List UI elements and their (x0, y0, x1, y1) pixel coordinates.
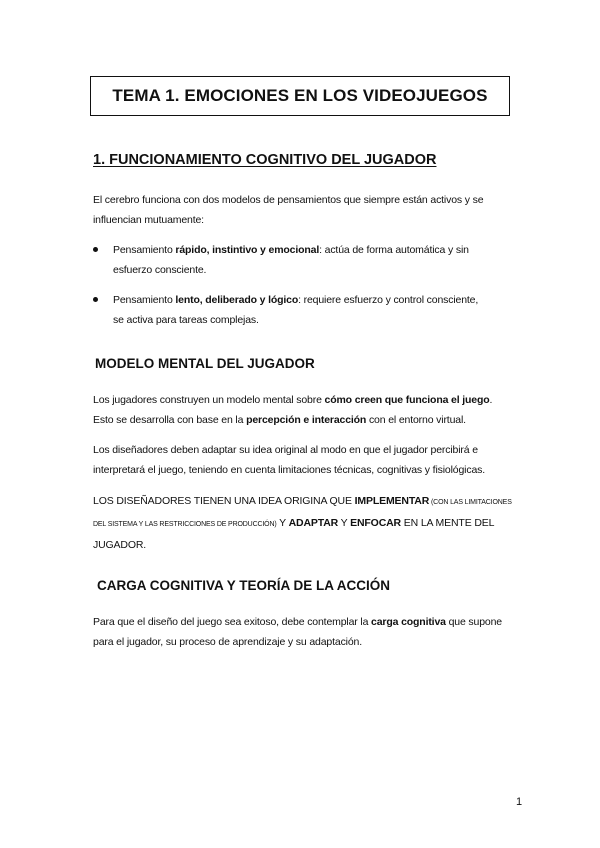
mm-p2-l2: interpretará el juego, teniendo en cuenta limitaciones técnicas, cognitivas y fisiológicas. (93, 464, 485, 476)
bullet1-line2: esfuerzo consciente. (113, 264, 207, 276)
bullet-fast-thinking (113, 240, 533, 280)
mental-model-paragraph-1 (93, 390, 533, 430)
cognitive-load-paragraph (93, 612, 533, 652)
mm-p3-l1-bold: IMPLEMENTAR (354, 495, 430, 507)
section-heading-mental-model: MODELO MENTAL DEL JUGADOR (95, 356, 315, 371)
mm-p3-l2-bold1: ADAPTAR (288, 517, 339, 529)
bullet1-prefix: Pensamiento (113, 244, 176, 256)
bullet-dot-icon (93, 247, 98, 252)
mm-p1-l2-suffix: con el entorno virtual. (366, 414, 466, 426)
mm-p1-l1-bold: cómo creen que funciona el juego (324, 394, 490, 406)
page-number: 1 (516, 796, 523, 808)
mm-p3-l2-mid2: Y (338, 517, 351, 529)
bullet2-rest: : requiere esfuerzo y control consciente, (298, 294, 479, 306)
intro-line-1: El cerebro funciona con dos modelos de pensamientos que siempre están activos y se (93, 194, 484, 206)
page-title: TEMA 1. EMOCIONES EN LOS VIDEOJUEGOS (90, 76, 510, 116)
mm-p1-l1-suffix: . (489, 394, 493, 406)
cl-p1-l1-prefix: Para que el diseño del juego sea exitoso, debe contemplar la (93, 616, 372, 628)
bullet1-rest: : actúa de forma automática y sin (319, 244, 469, 256)
bullet2-line2: se activa para tareas complejas. (113, 314, 259, 326)
mm-p3-l1-small: (CON LAS LIMITACIONES (429, 499, 512, 506)
bullet1-bold: rápido, instintivo y emocional (175, 244, 320, 256)
mm-p3-l2-mid1: Y (276, 517, 289, 529)
mm-p1-l2-bold: percepción e interacción (246, 414, 367, 426)
mm-p1-l1-prefix: Los jugadores construyen un modelo mental sobre (93, 394, 325, 406)
mm-p3-l2-small: DEL SISTEMA Y LAS RESTRICCIONES DE PRODUCCIÓN) (93, 521, 277, 528)
bullet-slow-thinking (113, 290, 533, 330)
mm-p3-l2-suffix: EN LA MENTE DEL (401, 517, 495, 529)
mental-model-paragraph-2 (93, 440, 533, 480)
mm-p3-l2-bold2: ENFOCAR (350, 517, 401, 529)
section-heading-cognitive-load: CARGA COGNITIVA Y TEORÍA DE LA ACCIÓN (97, 578, 391, 593)
cl-p1-l1-suffix: que supone (445, 616, 502, 628)
mm-p1-l2-prefix: Esto se desarrolla con base en la (93, 414, 247, 426)
bullet2-bold: lento, deliberado y lógico (175, 294, 299, 306)
bullet2-prefix: Pensamiento (113, 294, 176, 306)
mm-p2-l1: Los diseñadores deben adaptar su idea original al modo en que el jugador percibirá e (93, 444, 478, 456)
cl-p1-l1-bold: carga cognitiva (371, 616, 446, 628)
section-heading-cognitive-functioning: 1. FUNCIONAMIENTO COGNITIVO DEL JUGADOR (93, 152, 437, 168)
intro-line-2: influencian mutuamente: (93, 214, 204, 226)
mental-model-paragraph-3 (93, 491, 533, 555)
cl-p1-l2: para el jugador, su proceso de aprendizaje y su adaptación. (93, 636, 363, 648)
mm-p3-l3: JUGADOR. (93, 539, 147, 551)
intro-paragraph (93, 190, 533, 230)
bullet-dot-icon (93, 297, 98, 302)
mm-p3-l1-prefix: LOS DISEÑADORES TIENEN UNA IDEA ORIGINA QUE (93, 495, 355, 507)
